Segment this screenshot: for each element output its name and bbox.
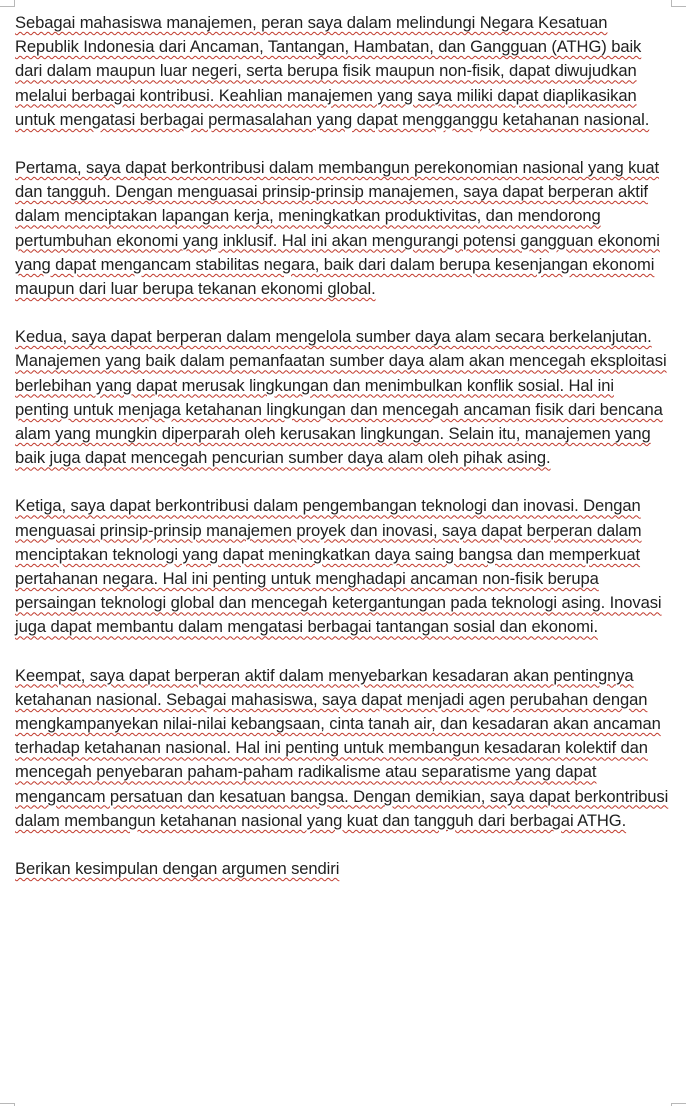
crop-mark-top-left-vertical	[14, 0, 15, 6]
crop-mark-bottom-right	[671, 1103, 686, 1106]
crop-mark-top-right-vertical	[671, 0, 672, 6]
paragraph-fourth-point[interactable]: Keempat, saya dapat berperan aktif dalam menyebarkan kesadaran akan pentingnya ketahanan nasional. Sebagai mahasiswa, saya dapat menjadi agen perubahan dengan mengkampanyekan nilai-nilai kebangsaan, cinta tanah air, dan kesadaran akan ancaman terhadap ketahanan nasional. Hal ini penting untuk membangun kesadaran kolektif dan mencegah penyebaran paham-paham radikalisme atau separatisme yang dapat mengancam persatuan dan kesatuan bangsa. Dengan demikian, saya dapat berkontribusi dalam membangun ketahanan nasional yang kuat dan tangguh dari berbagai ATHG.	[15, 665, 669, 830]
paragraph-second-point[interactable]: Kedua, saya dapat berperan dalam mengelola sumber daya alam secara berkelanjutan. Manajemen yang baik dalam pemanfaatan sumber daya alam akan mencegah eksploitasi berlebihan yang dapat merusak lingkungan dan menimbulkan konflik sosial. Hal ini penting untuk menjaga ketahanan lingkungan dan mencegah ancaman fisik dari bencana alam yang mungkin diperparah oleh kerusakan lingkungan. Selain itu, manajemen yang baik juga dapat mencegah pencurian sumber daya alam oleh pihak asing.	[15, 327, 667, 468]
paragraph-first-point[interactable]: Pertama, saya dapat berkontribusi dalam membangun perekonomian nasional yang kuat dan tangguh. Dengan menguasai prinsip-prinsip manajemen, saya dapat berperan aktif dalam menciptakan lapangan kerja, meningkatkan produktivitas, dan mendorong pertumbuhan ekonomi yang inklusif. Hal ini akan mengurangi potensi gangguan ekonomi yang dapat mengancam stabilitas negara, baik dari dalam berupa kesenjangan ekonomi maupun dari luar berupa tekanan ekonomi global.	[15, 158, 660, 299]
crop-mark-top-left	[0, 4, 15, 7]
document-body[interactable]	[15, 11, 672, 881]
crop-mark-top-right	[671, 4, 686, 7]
crop-mark-bottom-left	[0, 1103, 15, 1106]
paragraph-prompt[interactable]: Berikan kesimpulan dengan argumen sendiri	[15, 859, 340, 879]
paragraph-intro[interactable]: Sebagai mahasiswa manajemen, peran saya dalam melindungi Negara Kesatuan Republik Indonesia dari Ancaman, Tantangan, Hambatan, dan Gangguan (ATHG) baik dari dalam maupun luar negeri, serta berupa fisik maupun non-fisik, dapat diwujudkan melalui berbagai kontribusi. Keahlian manajemen yang saya miliki dapat diaplikasikan untuk mengatasi berbagai permasalahan yang dapat mengganggu ketahanan nasional.	[15, 13, 650, 129]
paragraph-third-point[interactable]: Ketiga, saya dapat berkontribusi dalam pengembangan teknologi dan inovasi. Dengan menguasai prinsip-prinsip manajemen proyek dan inovasi, saya dapat berperan dalam menciptakan teknologi yang dapat meningkatkan daya saing bangsa dan memperkuat pertahanan negara. Hal ini penting untuk menghadapi ancaman non-fisik berupa persaingan teknologi global dan mencegah ketergantungan pada teknologi asing. Inovasi juga dapat membantu dalam mengatasi berbagai tantangan sosial dan ekonomi.	[15, 496, 662, 637]
